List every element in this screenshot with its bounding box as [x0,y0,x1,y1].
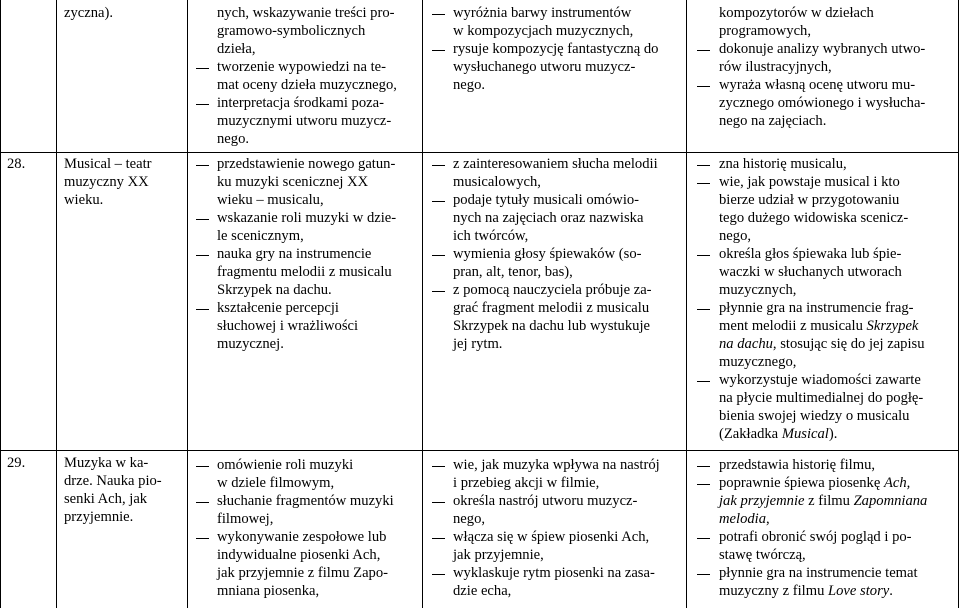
cell-line: wymienia głosy śpiewaków (so- [453,246,642,262]
musical-title: Skrzypek [866,318,919,334]
cell-line: gramowo-symbolicznych [217,23,366,39]
cell-line: wie, jak muzyka wpływa na nastrój [453,457,660,473]
cell-line: jak przyjemnie, [453,547,544,563]
song-title: jak przyjemnie [719,493,805,509]
dash-bullet [697,255,710,256]
row-divider [0,450,959,451]
cell-line [719,318,918,335]
cell-line: mniana piosenka, [217,583,320,599]
dash-bullet [196,502,209,503]
text-run: ). [828,426,838,442]
cell-line: wyróżnia barwy instrumentów [453,5,632,21]
dash-bullet [432,165,445,166]
cell-line: wyklaskuje rytm piosenki na zasa- [453,565,655,581]
lesson-number: 28. [7,156,26,172]
cell-line: filmowej, [217,511,274,527]
cell-line: ich twórców, [453,228,529,244]
dash-bullet [432,502,445,503]
text-run: . [889,583,893,599]
tab-name: Musical [781,426,829,442]
film-title: Love story [828,583,890,599]
cell-line: musicalowych, [453,174,541,190]
cell-line: nych, wskazywanie treści pro- [217,5,395,21]
cell-line: omówienie roli muzyki [217,457,354,473]
cell-line: wykorzystuje wiadomości zawarte [719,372,921,388]
cell-line: wie, jak powstaje musical i kto [719,174,900,190]
film-title: Zapomniana [853,493,928,509]
cell-line: grać fragment melodii z musicalu [453,300,650,316]
dash-bullet [196,68,209,69]
cell-line: muzycznych, [719,282,797,298]
cell-line: nych na zajęciach oraz nazwiska [453,210,644,226]
cell-line: wieku – musicalu, [217,192,324,208]
cell-line: muzycznymi utworu muzycz- [217,113,392,129]
cell-line: interpretacja środkami poza- [217,95,384,111]
lesson-number: 29. [7,455,26,471]
column-divider [56,0,57,608]
cell-line: i przebieg akcji w filmie, [453,475,600,491]
cell-line: określa głos śpiewaka lub śpie- [719,246,902,262]
dash-bullet [697,574,710,575]
lesson-topic: drze. Nauka pio- [64,473,162,489]
cell-line: fragmentu melodii z musicalu [217,264,392,280]
dash-bullet [432,255,445,256]
cell-line: le scenicznym, [217,228,304,244]
dash-bullet [432,201,445,202]
dash-bullet [697,183,710,184]
cell-line: tworzenie wypowiedzi na te- [217,59,386,75]
cell-line: Skrzypek na dachu. [217,282,332,298]
lesson-topic: senki Ach, jak [64,491,148,507]
cell-line: włącza się w śpiew piosenki Ach, [453,529,650,545]
cell-line: z pomocą nauczyciela próbuje za- [453,282,652,298]
row-divider [0,152,959,153]
musical-title: na dachu [719,336,773,352]
dash-bullet [432,50,445,51]
text-run: ment melodii z musicalu [719,318,863,334]
cell-line: stawę twórczą, [719,547,806,563]
cell-line: z zainteresowaniem słucha melodii [453,156,658,172]
dash-bullet [697,309,710,310]
text-run: (Zakładka [719,426,782,442]
song-title: Ach, [883,475,911,491]
cell-line [719,511,770,528]
cell-line: pran, alt, tenor, bas), [453,264,573,280]
cell-line: przedstawienie nowego gatun- [217,156,396,172]
column-divider [187,0,188,608]
cell-line: indywidualne piosenki Ach, [217,547,381,563]
cell-line: słuchanie fragmentów muzyki [217,493,394,509]
cell-line [719,493,927,510]
dash-bullet [697,86,710,87]
dash-bullet [697,484,710,485]
cell-line [719,426,837,443]
dash-bullet [196,255,209,256]
dash-bullet [697,165,710,166]
cell-line: określa nastrój utworu muzycz- [453,493,638,509]
cell-line: mat oceny dzieła muzycznego, [217,77,397,93]
cell-line: potrafi obronić swój pogląd i po- [719,529,912,545]
cell-line: rów ilustracyjnych, [719,59,832,75]
text-run: muzyczny z filmu [719,583,829,599]
cell-line: w dziele filmowym, [217,475,335,491]
text-run: , [766,511,770,527]
cell-line: płynnie gra na instrumencie temat [719,565,918,581]
cell-line: Skrzypek na dachu lub wystukuje [453,318,650,334]
dash-bullet [432,14,445,15]
lesson-topic: wieku. [64,192,104,208]
cell-line: podaje tytuły musicali omówio- [453,192,640,208]
cell-line: nego. [453,77,486,93]
dash-bullet [432,466,445,467]
dash-bullet [697,381,710,382]
dash-bullet [196,104,209,105]
dash-bullet [432,291,445,292]
lesson-topic: Musical – teatr [64,156,152,172]
dash-bullet [196,538,209,539]
cell-line: dzieła, [217,41,256,57]
cell-line: jej rytm. [453,336,503,352]
dash-bullet [697,50,710,51]
cell-line: zycznego omówionego i wysłucha- [719,95,926,111]
lesson-topic: muzyczny XX [64,174,149,190]
dash-bullet [432,574,445,575]
cell-line: bienia swojej wiedzy o musicalu [719,408,910,424]
table-border-left [0,0,1,608]
lesson-topic: Muzyka w ka- [64,455,149,471]
cell-line: muzycznego, [719,354,797,370]
dash-bullet [196,165,209,166]
cell-line: nego, [453,511,486,527]
cell-line: nego. [217,131,250,147]
lesson-topic: przyjemnie. [64,509,134,525]
cell-line: muzycznej. [217,336,284,352]
cell-line: wskazanie roli muzyki w dzie- [217,210,397,226]
cell-line: jak przyjemnie z filmu Zapo- [217,565,389,581]
cell-line: przedstawia historię filmu, [719,457,876,473]
text-run: z filmu [804,493,854,509]
cell-line [719,583,893,600]
cell-line: płynnie gra na instrumencie frag- [719,300,914,316]
dash-bullet [697,466,710,467]
column-divider [422,0,423,608]
cell-line: programowych, [719,23,811,39]
text-run: , stosując się do jej zapisu [772,336,925,352]
cell-line: bierze udział w przygotowaniu [719,192,900,208]
cell-line: na płycie multimedialnej do pogłę- [719,390,924,406]
cell-line: słuchowej i wrażliwości [217,318,359,334]
cell-line: ku muzyki scenicznej XX [217,174,369,190]
dash-bullet [196,309,209,310]
cell-line: nauka gry na instrumencie [217,246,372,262]
cell-line: nego na zajęciach. [719,113,827,129]
film-title: melodia [719,511,767,527]
column-divider [686,0,687,608]
cell-line: wysłuchanego utworu muzycz- [453,59,636,75]
dash-bullet [697,538,710,539]
dash-bullet [432,538,445,539]
dash-bullet [196,219,209,220]
cell-line: dokonuje analizy wybranych utwo- [719,41,926,57]
cell-line: tego dużego widowiska scenicz- [719,210,909,226]
cell-line: waczki w słuchanych utworach [719,264,902,280]
cell-text: zyczna). [64,5,114,21]
cell-line: kształcenie percepcji [217,300,339,316]
cell-line: kompozytorów w dziełach [719,5,874,21]
cell-line [719,475,910,492]
cell-line: dzie echa, [453,583,512,599]
cell-line: nego, [719,228,752,244]
cell-line: rysuje kompozycję fantastyczną do [453,41,659,57]
dash-bullet [196,466,209,467]
cell-line [719,336,925,353]
cell-line: wykonywanie zespołowe lub [217,529,387,545]
cell-line: zna historię musicalu, [719,156,847,172]
cell-line: wyraża własną ocenę utworu mu- [719,77,916,93]
cell-line: w kompozycjach muzycznych, [453,23,634,39]
text-run: poprawnie śpiewa piosenkę [719,475,884,491]
